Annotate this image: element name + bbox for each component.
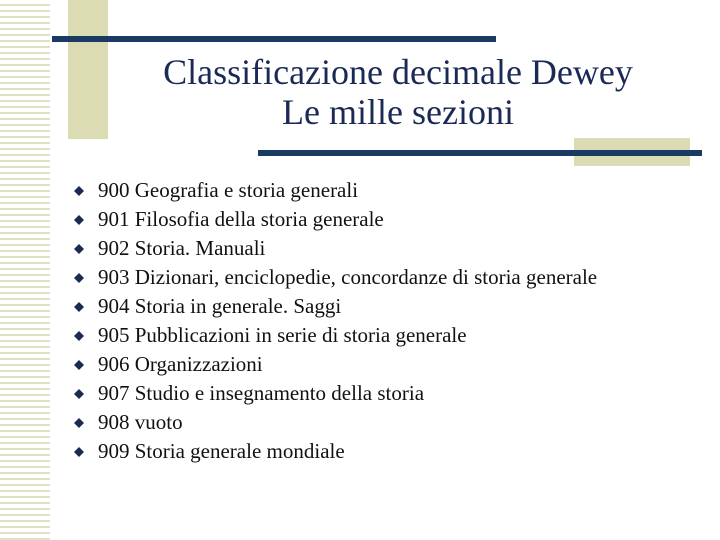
list-item-text: 902 Storia. Manuali	[98, 236, 266, 260]
list-item-text: 904 Storia in generale. Saggi	[98, 294, 342, 318]
diamond-bullet-icon	[74, 302, 84, 312]
list-item-text: 908 vuoto	[98, 410, 183, 434]
list-item	[74, 408, 597, 437]
diamond-bullet-icon	[74, 215, 84, 225]
decorative-stripe-bar	[0, 0, 50, 540]
title-rule-top	[52, 36, 496, 42]
list-item	[74, 205, 597, 234]
list-item	[74, 379, 597, 408]
list-item-text: 909 Storia generale mondiale	[98, 439, 345, 463]
list-item-text: 907 Studio e insegnamento della storia	[98, 381, 425, 405]
list-item	[74, 321, 597, 350]
diamond-bullet-icon	[74, 186, 84, 196]
list-item	[74, 292, 597, 321]
list-item-text: 903 Dizionari, enciclopedie, concordanze di storia generale	[98, 265, 598, 289]
slide-title-line-2: Le mille sezioni	[282, 92, 514, 132]
list-item-text: 901 Filosofia della storia generale	[98, 207, 384, 231]
slide-title	[118, 52, 678, 132]
list-item-text: 906 Organizzazioni	[98, 352, 263, 376]
list-item	[74, 350, 597, 379]
list-item	[74, 263, 597, 292]
list-item	[74, 176, 597, 205]
decorative-olive-block-top	[68, 0, 108, 139]
list-item-text: 900 Geografia e storia generali	[98, 178, 359, 202]
diamond-bullet-icon	[74, 244, 84, 254]
diamond-bullet-icon	[74, 447, 84, 457]
slide-title-line-1: Classificazione decimale Dewey	[163, 52, 633, 92]
list-item	[74, 437, 597, 466]
diamond-bullet-icon	[74, 418, 84, 428]
bullet-list	[74, 176, 597, 466]
diamond-bullet-icon	[74, 273, 84, 283]
diamond-bullet-icon	[74, 389, 84, 399]
diamond-bullet-icon	[74, 331, 84, 341]
list-item	[74, 234, 597, 263]
list-item-text: 905 Pubblicazioni in serie di storia generale	[98, 323, 467, 347]
title-rule-bottom	[258, 150, 702, 156]
diamond-bullet-icon	[74, 360, 84, 370]
